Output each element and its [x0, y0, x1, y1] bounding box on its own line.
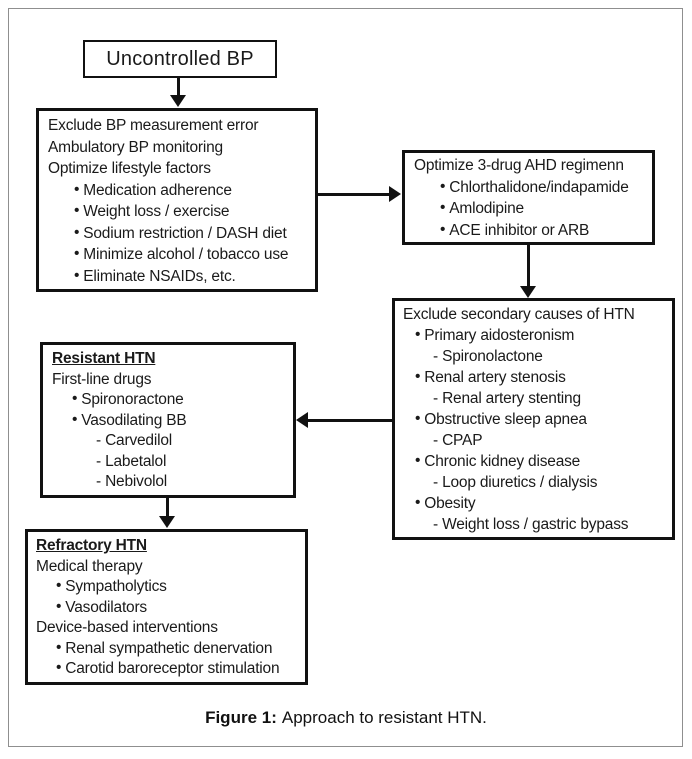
bullet-icon: • — [415, 410, 421, 427]
bullet-icon: • — [72, 390, 78, 407]
bullet-icon: • — [440, 199, 446, 216]
list-item — [403, 325, 664, 346]
text-line: Optimize lifestyle factors — [48, 160, 211, 177]
list-subitem: - Carvedilol — [96, 432, 172, 449]
list-item-text: Minimize alcohol / tobacco use — [83, 246, 289, 263]
text-line: Ambulatory BP monitoring — [48, 138, 223, 156]
bullet-icon: • — [415, 326, 421, 343]
box-title: Uncontrolled BP — [106, 47, 254, 70]
list-subitem: - Renal artery stenting — [433, 390, 581, 407]
list-item-text: Obesity — [424, 495, 476, 512]
list-item-text: Primary aidosteronism — [424, 327, 575, 344]
list-item-text: Sympatholytics — [65, 578, 167, 595]
list-item-text: Vasodilators — [65, 598, 147, 616]
bullet-icon: • — [74, 180, 80, 198]
list-subitem: - Weight loss / gastric bypass — [433, 516, 629, 533]
list-subitem: - CPAP — [433, 432, 483, 449]
arrow-down-icon — [170, 95, 186, 107]
list-item-text: Carotid baroreceptor stimulation — [65, 660, 280, 677]
arrow-line — [318, 193, 391, 196]
list-item — [36, 598, 297, 619]
list-subitem: - Loop diuretics / dialysis — [433, 474, 598, 491]
list-item-text: Spironoractone — [81, 391, 184, 408]
list-item — [52, 411, 284, 432]
list-item — [403, 451, 664, 472]
bullet-icon: • — [415, 494, 421, 511]
bullet-icon: • — [56, 659, 62, 676]
bullet-icon: • — [440, 177, 446, 195]
box-resistant-htn — [40, 342, 296, 498]
list-item — [36, 639, 297, 660]
arrow-line — [527, 245, 530, 287]
bullet-icon: • — [56, 638, 62, 656]
list-item-text: Amlodipine — [449, 200, 524, 217]
box-refractory-htn — [25, 529, 308, 685]
caption-label: Figure 1: — [205, 708, 277, 727]
list-item — [48, 223, 306, 245]
bullet-icon: • — [56, 597, 62, 615]
box-secondary-causes — [392, 298, 675, 540]
list-item-text: Chlorthalidone/indapamide — [449, 178, 629, 196]
text-line: Optimize 3-drug AHD regimenn — [414, 157, 624, 174]
list-item — [52, 390, 284, 411]
bullet-icon: • — [74, 245, 80, 262]
bullet-icon: • — [440, 220, 446, 238]
list-item-text: Renal artery stenosis — [424, 369, 566, 386]
text-line: First-line drugs — [52, 370, 152, 388]
list-item — [414, 198, 643, 220]
arrow-right-icon — [389, 186, 401, 202]
arrow-line — [307, 419, 392, 422]
text-line: Medical therapy — [36, 557, 143, 575]
list-item — [414, 177, 643, 199]
list-item-text: Medication adherence — [83, 181, 232, 199]
list-item-text: Vasodilating BB — [81, 411, 187, 429]
figure-caption — [0, 708, 692, 728]
text-line: Device-based interventions — [36, 619, 218, 636]
list-item-text: Chronic kidney disease — [424, 453, 581, 470]
bullet-icon: • — [74, 266, 80, 284]
arrow-down-icon — [520, 286, 536, 298]
bullet-icon: • — [74, 202, 80, 219]
box-workup-lifestyle — [36, 108, 318, 292]
bullet-icon: • — [74, 223, 80, 241]
list-item — [36, 659, 297, 680]
list-subitem: - Labetalol — [96, 452, 167, 470]
box-heading: Refractory HTN — [36, 537, 147, 554]
bullet-icon: • — [72, 410, 78, 428]
arrow-down-icon — [159, 516, 175, 528]
list-item-text: Sodium restriction / DASH diet — [83, 224, 287, 242]
list-item — [48, 180, 306, 202]
list-item — [48, 244, 306, 266]
list-item — [403, 493, 664, 514]
box-uncontrolled-bp — [83, 40, 277, 78]
list-item-text: Weight loss / exercise — [83, 203, 230, 220]
list-subitem: - Nebivolol — [96, 473, 168, 490]
box-heading: Resistant HTN — [52, 350, 156, 367]
list-item-text: ACE inhibitor or ARB — [449, 221, 590, 239]
list-item — [403, 367, 664, 388]
list-item-text: Renal sympathetic denervation — [65, 639, 273, 657]
caption-text: Approach to resistant HTN. — [281, 708, 487, 727]
bullet-icon: • — [415, 452, 421, 469]
text-line: Exclude BP measurement error — [48, 117, 259, 134]
bullet-icon: • — [56, 577, 62, 594]
text-line: Exclude secondary causes of HTN — [403, 306, 635, 323]
bullet-icon: • — [415, 368, 421, 385]
list-item — [36, 577, 297, 598]
list-item — [403, 409, 664, 430]
list-item — [48, 201, 306, 223]
list-subitem: - Spironolactone — [433, 348, 543, 365]
list-item — [414, 220, 643, 242]
list-item-text: Obstructive sleep apnea — [424, 411, 587, 428]
arrow-left-icon — [296, 412, 308, 428]
list-item-text: Eliminate NSAIDs, etc. — [83, 267, 236, 285]
arrow-line — [166, 498, 169, 517]
list-item — [48, 266, 306, 288]
box-3drug-regimen — [402, 150, 655, 245]
